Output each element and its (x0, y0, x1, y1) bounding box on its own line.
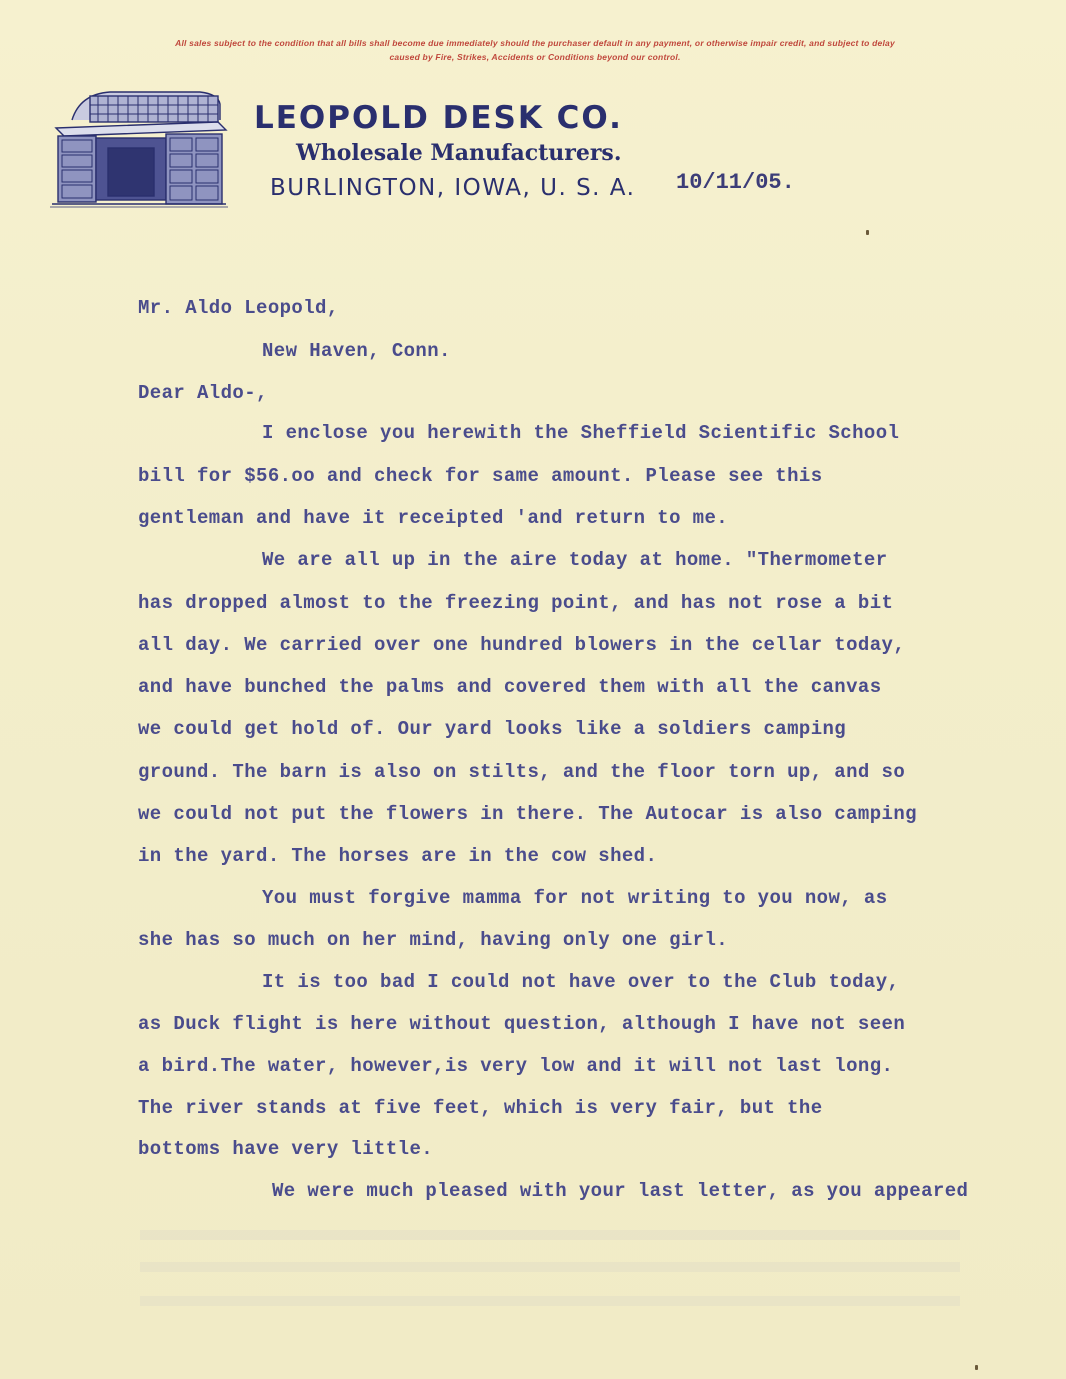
body-line: all day. We carried over one hundred blowers in the cellar today, (138, 634, 906, 656)
body-line: we could not put the flowers in there. The Autocar is also camping (138, 803, 917, 825)
body-line: ground. The barn is also on stilts, and the floor torn up, and so (138, 761, 906, 783)
body-line: bottoms have very little. (138, 1138, 434, 1160)
letter-date: 10/11/05. (676, 170, 795, 195)
body-line: has dropped almost to the freezing point, and has not rose a bit (138, 592, 894, 614)
body-line: We were much pleased with your last letter, as you appeared (272, 1180, 969, 1202)
terms-notice (100, 36, 970, 64)
body-line: a bird.The water, however,is very low and it will not last long. (138, 1055, 894, 1077)
body-line: in the yard. The horses are in the cow shed. (138, 845, 658, 867)
bleed-through-shadow (140, 1230, 960, 1240)
body-line: bill for $56.oo and check for same amount. Please see this (138, 465, 823, 487)
addressee-name: Mr. Aldo Leopold, (138, 297, 339, 319)
terms-notice-line-1: All sales subject to the condition that all bills shall become due immediately should the purchaser default in any payment, or otherwise impair credit, and subject to delay (175, 38, 895, 48)
roll-top-desk-logo-icon (50, 90, 228, 208)
body-line: It is too bad I could not have over to the Club today, (262, 971, 900, 993)
body-line: and have bunched the palms and covered them with all the canvas (138, 676, 882, 698)
ink-speck (975, 1365, 978, 1370)
company-name: LEOPOLD DESK CO. (254, 100, 623, 136)
company-location: BURLINGTON, IOWA, U. S. A. (270, 175, 636, 201)
ink-speck (866, 230, 869, 235)
body-line: we could get hold of. Our yard looks like a soldiers camping (138, 718, 847, 740)
body-line: The river stands at five feet, which is very fair, but the (138, 1097, 823, 1119)
addressee-city: New Haven, Conn. (262, 340, 451, 362)
company-tagline: Wholesale Manufacturers. (296, 140, 622, 166)
salutation: Dear Aldo-, (138, 382, 268, 404)
body-line: We are all up in the aire today at home. "Thermometer (262, 549, 888, 571)
body-line: gentleman and have it receipted 'and return to me. (138, 507, 729, 529)
bleed-through-shadow (140, 1296, 960, 1306)
bleed-through-shadow (140, 1262, 960, 1272)
body-line: she has so much on her mind, having only one girl. (138, 929, 729, 951)
body-line: as Duck flight is here without question, although I have not seen (138, 1013, 906, 1035)
body-line: I enclose you herewith the Sheffield Scientific School (262, 422, 900, 444)
terms-notice-line-2: caused by Fire, Strikes, Accidents or Conditions beyond our control. (389, 52, 681, 62)
body-line: You must forgive mamma for not writing to you now, as (262, 887, 888, 909)
